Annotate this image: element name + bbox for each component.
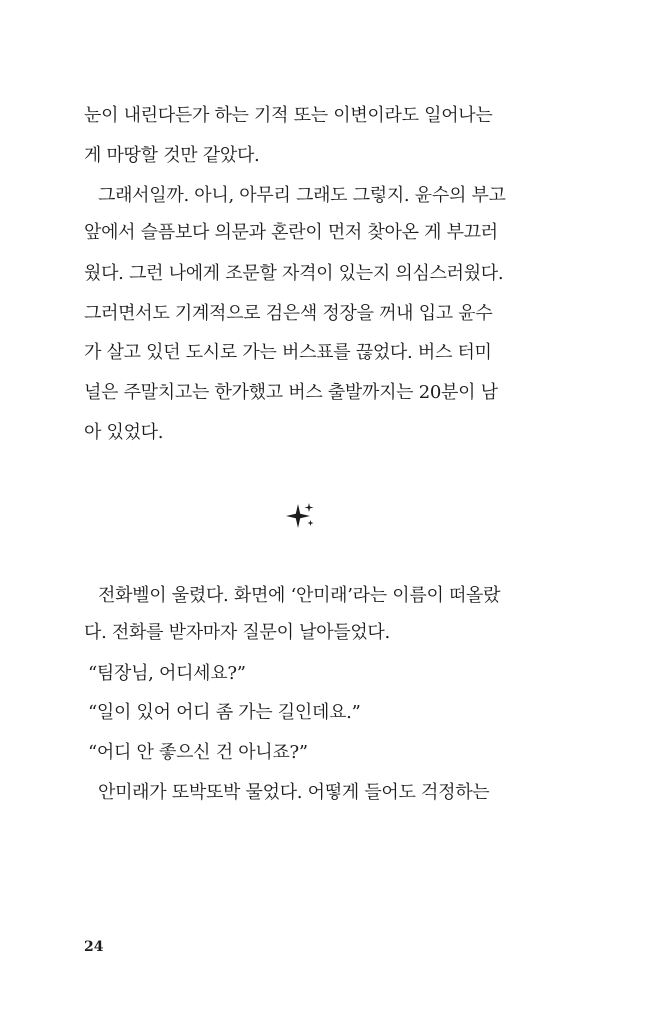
text-line: 그래서일까. 아니, 아무리 그래도 그렇지. 윤수의 부고 [98,185,506,206]
text-line: 안미래가 또박또박 물었다. 어떻게 들어도 걱정하는 [98,782,490,803]
dialogue-line: “팀장님, 어디세요?” [88,663,246,684]
text-line: 전화벨이 울렸다. 화면에 ‘안미래’라는 이름이 떠올랐 [98,585,501,606]
text-line: 게 마땅할 것만 같았다. [84,145,260,166]
sparkle-ornament-icon [282,500,318,532]
text-line: 그러면서도 기계적으로 검은색 정장을 꺼내 입고 윤수 [84,303,493,324]
text-line: 가 살고 있던 도시로 가는 버스표를 끊었다. 버스 터미 [84,342,492,363]
text-line: 다. 전화를 받자마자 질문이 날아들었다. [84,622,390,643]
text-line: 눈이 내린다든가 하는 기적 또는 이변이라도 일어나는 [84,105,493,126]
dialogue-line: “어디 안 좋으신 건 아니죠?” [88,742,308,763]
text-line: 널은 주말치고는 한가했고 버스 출발까지는 20분이 남 [84,382,498,403]
dialogue-line: “일이 있어 어디 좀 가는 길인데요.” [88,702,361,723]
text-line: 앞에서 슬픔보다 의문과 혼란이 먼저 찾아온 게 부끄러 [84,222,498,243]
text-line: 아 있었다. [84,422,164,443]
page-number: 24 [84,939,104,955]
text-line: 웠다. 그런 나에게 조문할 자격이 있는지 의심스러웠다. [84,263,504,284]
